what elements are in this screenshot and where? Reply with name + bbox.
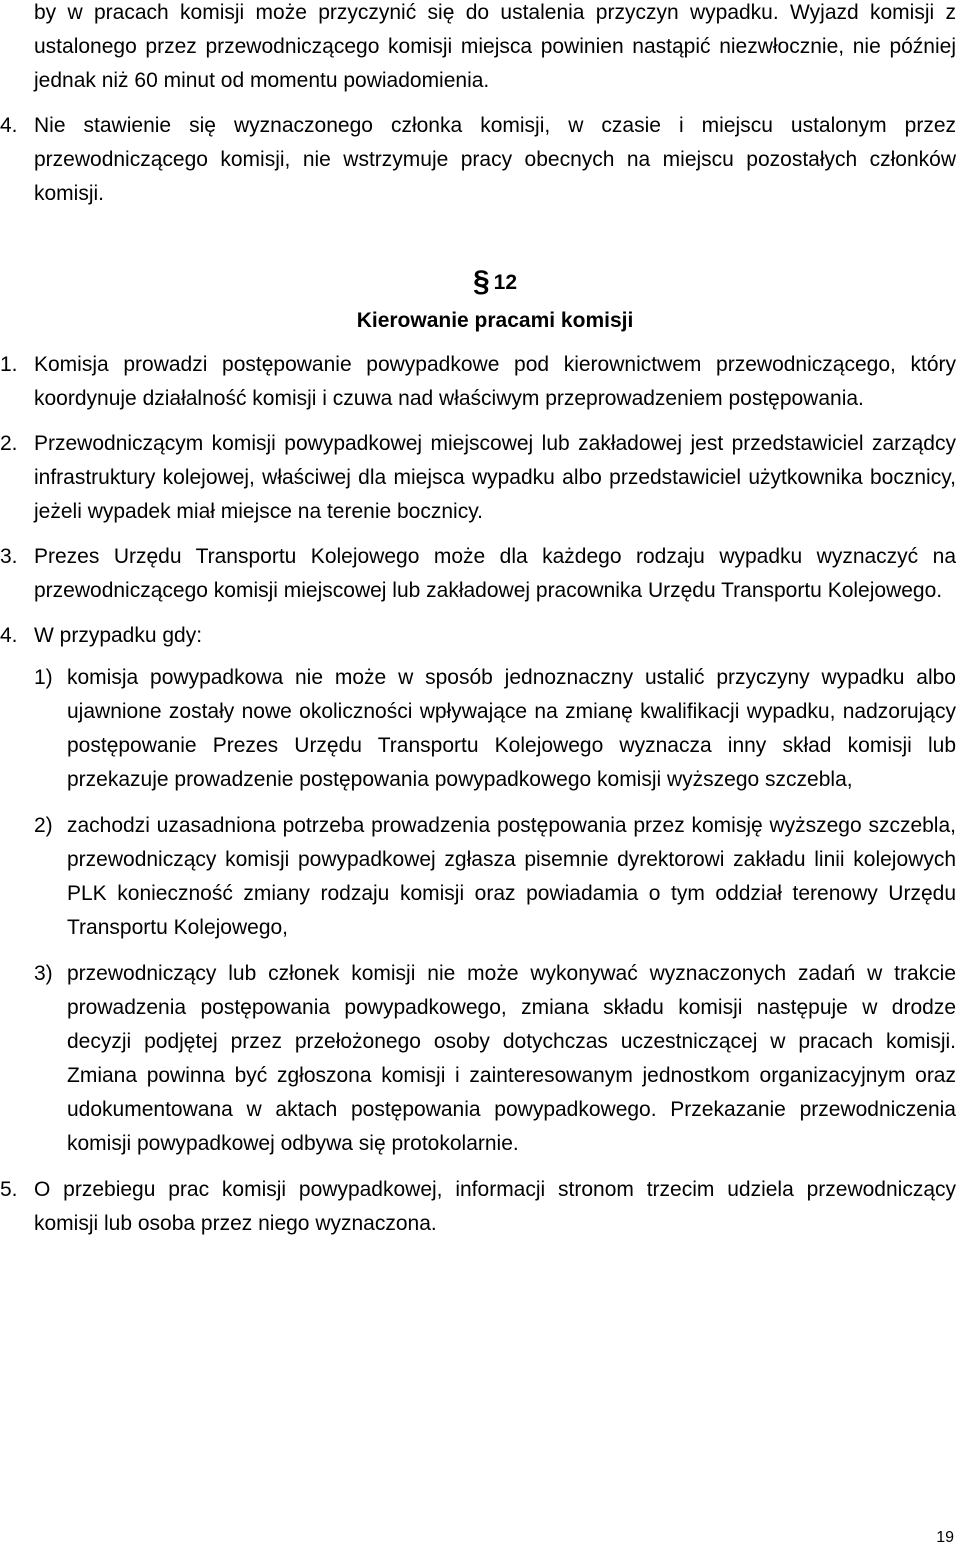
paragraph-text: Przewodniczącym komisji powypadkowej miejscowej lub zakładowej jest przedstawiciel zarządcy infrastruktury kolejowej, właściwej dla miejsca wypadku albo przedstawiciel użytkownika bocznicy, jeżeli wypadek miał miejsce na terenie bocznicy. bbox=[34, 432, 956, 523]
sub-item-text: przewodniczący lub członek komisji nie może wykonywać wyznaczonych zadań w trakcie prowadzenia postępowania powypadkowego, zmiana składu komisji następuje w drodze decyzji podjętej przez przełożonego osoby dotychczas uczestniczącej w pracach komisji. Zmiana powinna być zgłoszona komisji i zainteresowanym jednostkom organizacyjnym oraz udokumentowana w aktach postępowania powypadkowego. Przekazanie przewodniczenia komisji powypadkowej odbywa się protokolarnie. bbox=[67, 962, 956, 1155]
continuation-paragraph: by w pracach komisji może przyczynić się do ustalenia przyczyn wypadku. Wyjazd komisji z ustalonego przez przewodniczącego komisji miejsca powinien nastąpić niezwłocznie, nie później jednak niż 60 minut od momentu powiadomienia. bbox=[34, 1, 956, 92]
section-number: 12 bbox=[493, 271, 518, 294]
paragraph-text: W przypadku gdy: bbox=[34, 624, 203, 647]
page-number: 19 bbox=[936, 1529, 954, 1546]
sub-item-text: zachodzi uzasadniona potrzeba prowadzenia postępowania przez komisję wyższego szczebla, przewodniczący komisji powypadkowej zgłasza pisemnie dyrektorowi zakładu linii kolejowych PLK konieczność zmiany rodzaju komisji oraz powiadamia o tym oddział terenowy Urzędu Transportu Kolejowego, bbox=[67, 814, 956, 939]
sub-item-text: komisja powypadkowa nie może w sposób jednoznaczny ustalić przyczyny wypadku albo ujawnione zostały nowe okoliczności wpływające na zmianę kwalifikacji wypadku, nadzorujący postępowanie Prezes Urzędu Transportu Kolejowego wyznacza inny skład komisji lub przekazuje prowadzenie postępowania powypadkowego komisji wyższego szczebla, bbox=[67, 666, 956, 791]
sub-item-number: 3) bbox=[34, 962, 53, 985]
paragraph-item-5: 5. O przebiegu prac komisji powypadkowej, informacji stronom trzecim udziela przewodniczący komisji lub osoba przez niego wyznaczona. bbox=[34, 1173, 956, 1241]
section-sign: § bbox=[472, 265, 490, 298]
section-number-line bbox=[34, 263, 956, 302]
paragraph-text: O przebiegu prac komisji powypadkowej, informacji stronom trzecim udziela przewodniczący komisji lub osoba przez niego wyznaczona. bbox=[34, 1178, 956, 1235]
paragraph-text: Prezes Urzędu Transportu Kolejowego może dla każdego rodzaju wypadku wyznaczyć na przewodniczącego komisji miejscowej lub zakładowej pracownika Urzędu Transportu Kolejowego. bbox=[34, 545, 956, 602]
list-item bbox=[34, 809, 956, 945]
paragraph-text: Nie stawienie się wyznaczonego członka komisji, w czasie i miejscu ustalonym przez przewodniczącego komisji, nie wstrzymuje pracy obecnych na miejscu pozostałych członków komisji. bbox=[34, 114, 956, 205]
paragraph-item-4: 4. W przypadku gdy: bbox=[34, 619, 956, 653]
sub-item-number: 1) bbox=[34, 666, 53, 689]
sub-item-list bbox=[34, 661, 956, 1161]
paragraph-item-3: 3. Prezes Urzędu Transportu Kolejowego może dla każdego rodzaju wypadku wyznaczyć na przewodniczącego komisji miejscowej lub zakładowej pracownika Urzędu Transportu Kolejowego. bbox=[34, 540, 956, 608]
section-heading bbox=[34, 263, 956, 340]
section-title: Kierowanie pracami komisji bbox=[356, 309, 634, 332]
list-item bbox=[34, 661, 956, 797]
paragraph-item-1: 1. Komisja prowadzi postępowanie powypadkowe pod kierownictwem przewodniczącego, który koordynuje działalność komisji i czuwa nad właściwym przeprowadzeniem postępowania. bbox=[34, 348, 956, 416]
paragraph-item-2: 2. Przewodniczącym komisji powypadkowej miejscowej lub zakładowej jest przedstawiciel zarządcy infrastruktury kolejowej, właściwej dla miejsca wypadku albo przedstawiciel użytkownika bocznicy, jeżeli wypadek miał miejsce na terenie bocznicy. bbox=[34, 427, 956, 529]
paragraph-text: Komisja prowadzi postępowanie powypadkowe pod kierownictwem przewodniczącego, który koordynuje działalność komisji i czuwa nad właściwym przeprowadzeniem postępowania. bbox=[34, 353, 956, 410]
sub-item-number: 2) bbox=[34, 814, 53, 837]
list-item bbox=[34, 957, 956, 1161]
paragraph-item-4-previous: 4. Nie stawienie się wyznaczonego członka komisji, w czasie i miejscu ustalonym przez przewodniczącego komisji, nie wstrzymuje pracy obecnych na miejscu pozostałych członków komisji. bbox=[34, 109, 956, 211]
